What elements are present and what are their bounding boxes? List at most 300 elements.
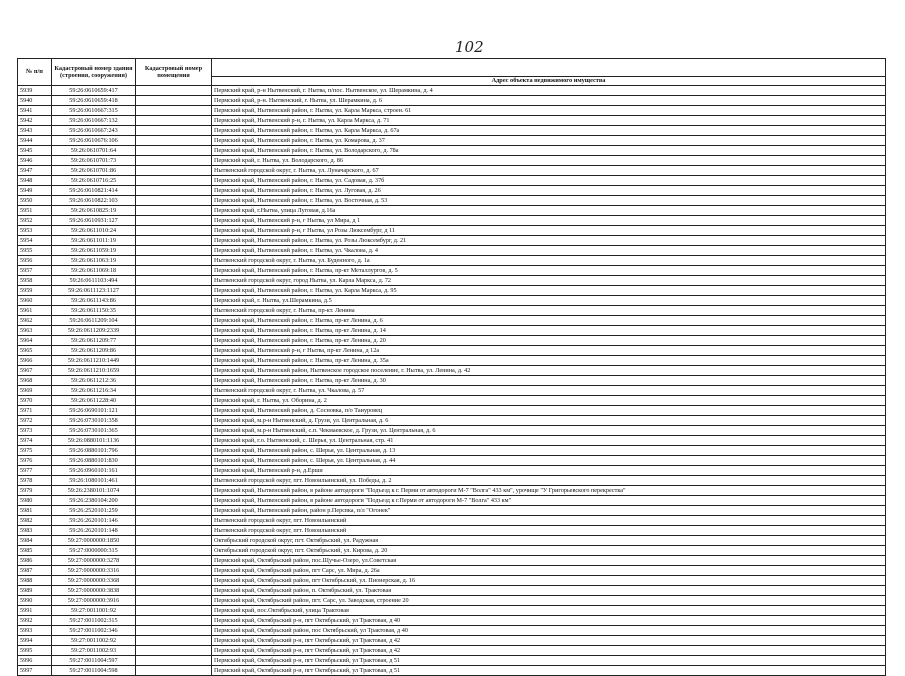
- row-number: 5973: [18, 426, 52, 436]
- room-cadastral-number: [136, 446, 212, 456]
- row-number: 5949: [18, 186, 52, 196]
- table-row: [18, 576, 886, 586]
- object-address: Пермский край, Нытвенский район, район р.Персвка, п/л "Огонек": [212, 506, 886, 516]
- room-cadastral-number: [136, 176, 212, 186]
- cadastral-number: 59:26:0611069:18: [52, 266, 136, 276]
- room-cadastral-number: [136, 136, 212, 146]
- table-row: [18, 186, 886, 196]
- object-address: Нытвенский городской округ, г. Нытва, ул. Чкалова, д. 57: [212, 386, 886, 396]
- object-address: Пермский край, Нытвенский район, с. Шерья, ул. Центральная, д. 44: [212, 456, 886, 466]
- room-cadastral-number: [136, 586, 212, 596]
- cadastral-number: 59:26:0611209:77: [52, 336, 136, 346]
- row-number: 5970: [18, 396, 52, 406]
- object-address: Пермский край, р-н Нытвенский, г. Нытва, п/пос. Нытвенское, ул. Шерамкина, д. 4: [212, 86, 886, 96]
- table-row: [18, 646, 886, 656]
- room-cadastral-number: [136, 596, 212, 606]
- cadastral-number: 59:26:0690101:121: [52, 406, 136, 416]
- cadastral-number: 59:27:0000000:1850: [52, 536, 136, 546]
- table-row: [18, 666, 886, 676]
- table-row: [18, 346, 886, 356]
- room-cadastral-number: [136, 506, 212, 516]
- object-address: Пермский край, Нытвенский район, г. Нытва, пр-кт Ленина, д. 14: [212, 326, 886, 336]
- cadastral-number: 59:26:0610701:73: [52, 156, 136, 166]
- table-row: [18, 536, 886, 546]
- table-row: [18, 146, 886, 156]
- room-cadastral-number: [136, 616, 212, 626]
- object-address: Пермский край, Нытвенский район, в районе автодороги "Подъезд к г. Перми от автодороги М-7 "Волга" 433 км", урочище "У Григорьевского перекрестка": [212, 486, 886, 496]
- row-number: 5978: [18, 476, 52, 486]
- row-number: 5974: [18, 436, 52, 446]
- row-number: 5967: [18, 366, 52, 376]
- room-cadastral-number: [136, 86, 212, 96]
- row-number: 5981: [18, 506, 52, 516]
- object-address: Нытвенский городской округ, г. Нытва, ул. Луначарского, д. 67: [212, 166, 886, 176]
- row-number: 5944: [18, 136, 52, 146]
- row-number: 5976: [18, 456, 52, 466]
- cadastral-number: 59:26:0730101:358: [52, 416, 136, 426]
- row-number: 5964: [18, 336, 52, 346]
- table-row: [18, 456, 886, 466]
- row-number: 5952: [18, 216, 52, 226]
- header-cadastral-building: Кадастровый номер здания (строения, сооружения): [52, 59, 136, 86]
- row-number: 5996: [18, 656, 52, 666]
- cadastral-number: 59:27:0000000:3278: [52, 556, 136, 566]
- object-address: Пермский край, Нытвенский район, г. Нытва, ул. Карла Маркса, д. 95: [212, 286, 886, 296]
- cadastral-number: 59:26:0611063:19: [52, 256, 136, 266]
- room-cadastral-number: [136, 116, 212, 126]
- table-row: [18, 166, 886, 176]
- table-row: [18, 406, 886, 416]
- cadastral-number: 59:26:0610716:25: [52, 176, 136, 186]
- cadastral-number: 59:26:0611212:36: [52, 376, 136, 386]
- room-cadastral-number: [136, 156, 212, 166]
- row-number: 5956: [18, 256, 52, 266]
- object-address: Пермский край, Октябрьский р-н, пгт Октябрьский, ул Трактовая, д 51: [212, 656, 886, 666]
- row-number: 5986: [18, 556, 52, 566]
- cadastral-number: 59:26:0611103:494: [52, 276, 136, 286]
- object-address: Пермский край, м.р-н Нытвенский, д. Грузи, ул. Центральная, д. 6: [212, 416, 886, 426]
- row-number: 5995: [18, 646, 52, 656]
- table-row: [18, 246, 886, 256]
- cadastral-number: 59:27:0000000:3368: [52, 576, 136, 586]
- object-address: Октябрьский городской округ, пгт. Октябрьский, ул. Кирова, д. 20: [212, 546, 886, 556]
- cadastral-number: 59:26:0611059:19: [52, 246, 136, 256]
- row-number: 5968: [18, 376, 52, 386]
- table-row: [18, 216, 886, 226]
- cadastral-number: 59:26:0611010:24: [52, 226, 136, 236]
- cadastral-number: 59:26:0610676:106: [52, 136, 136, 146]
- object-address: Пермский край, Нытвенский район, с. Шерья, ул. Центральная, д. 13: [212, 446, 886, 456]
- cadastral-number: 59:26:0611210:1449: [52, 356, 136, 366]
- row-number: 5993: [18, 626, 52, 636]
- room-cadastral-number: [136, 276, 212, 286]
- table-row: [18, 396, 886, 406]
- room-cadastral-number: [136, 306, 212, 316]
- cadastral-number: 59:26:0730101:365: [52, 426, 136, 436]
- object-address: Пермский край, Нытвенский район, г. Нытва, пр-кт Ленина, д. 20: [212, 336, 886, 346]
- room-cadastral-number: [136, 436, 212, 446]
- object-address: Нытвенский городской округ, г. Нытва, ул. Буденного, д. 1а: [212, 256, 886, 266]
- cadastral-number: 59:26:0611209:104: [52, 316, 136, 326]
- room-cadastral-number: [136, 326, 212, 336]
- cadastral-number: 59:27:0011002:93: [52, 646, 136, 656]
- row-number: 5962: [18, 316, 52, 326]
- object-address: Пермский край, Нытвенский район, г. Нытва, пр-кт Металлургов, д. 5: [212, 266, 886, 276]
- table-row: [18, 386, 886, 396]
- room-cadastral-number: [136, 146, 212, 156]
- cadastral-number: 59:26:0610822:103: [52, 196, 136, 206]
- object-address: Пермский край, Нытвенский район, г. Нытва, ул. Карла Маркса, д. 67а: [212, 126, 886, 136]
- object-address: Пермский край, Нытвенский район, г. Нытва, ул. Садовая, д. 37б: [212, 176, 886, 186]
- cadastral-number: 59:26:0610667:243: [52, 126, 136, 136]
- table-row: [18, 566, 886, 576]
- row-number: 5990: [18, 596, 52, 606]
- table-row: [18, 316, 886, 326]
- row-number: 5980: [18, 496, 52, 506]
- cadastral-number: 59:26:0611210:1659: [52, 366, 136, 376]
- property-register-table: [17, 58, 886, 676]
- cadastral-number: 59:26:1080101:461: [52, 476, 136, 486]
- row-number: 5946: [18, 156, 52, 166]
- row-number: 5997: [18, 666, 52, 676]
- room-cadastral-number: [136, 216, 212, 226]
- room-cadastral-number: [136, 646, 212, 656]
- room-cadastral-number: [136, 286, 212, 296]
- row-number: 5942: [18, 116, 52, 126]
- object-address: Пермский край, г.Нытва, улица Луговая, д.16а: [212, 206, 886, 216]
- room-cadastral-number: [136, 426, 212, 436]
- row-number: 5953: [18, 226, 52, 236]
- room-cadastral-number: [136, 576, 212, 586]
- room-cadastral-number: [136, 486, 212, 496]
- room-cadastral-number: [136, 266, 212, 276]
- table-row: [18, 276, 886, 286]
- row-number: 5943: [18, 126, 52, 136]
- room-cadastral-number: [136, 666, 212, 676]
- cadastral-number: 59:27:0011004:598: [52, 666, 136, 676]
- table-row: [18, 426, 886, 436]
- table-row: [18, 466, 886, 476]
- room-cadastral-number: [136, 526, 212, 536]
- room-cadastral-number: [136, 376, 212, 386]
- object-address: Нытвенский городской округ, город Нытва, ул. Карла Маркса, д. 72: [212, 276, 886, 286]
- table-row: [18, 496, 886, 506]
- object-address: Пермский край, Нытвенский район, г. Нытва, ул. Чкалова, д. 4: [212, 246, 886, 256]
- row-number: 5947: [18, 166, 52, 176]
- object-address: Пермский край, Нытвенский район, Нытвенское городское поселение, г. Нытва, ул. Ленина, д. 42: [212, 366, 886, 376]
- cadastral-number: 59:26:2380101:1074: [52, 486, 136, 496]
- room-cadastral-number: [136, 246, 212, 256]
- object-address: Пермский край, Нытвенский район, г. Нытва, пр-кт Ленина, д. 6: [212, 316, 886, 326]
- cadastral-number: 59:27:0011002:92: [52, 636, 136, 646]
- object-address: Пермский край, Нытвенский район, г. Нытва, пр-кт Ленина, д. 35а: [212, 356, 886, 366]
- room-cadastral-number: [136, 636, 212, 646]
- object-address: Пермский край, Октябрьский р-н, пгт Октябрьский, ул Трактовая, д 42: [212, 646, 886, 656]
- cadastral-number: 59:26:2520101:259: [52, 506, 136, 516]
- object-address: Нытвенский городской округ, пгт. Новоильинский, ул. Победы, д. 2: [212, 476, 886, 486]
- row-number: 5945: [18, 146, 52, 156]
- room-cadastral-number: [136, 256, 212, 266]
- cadastral-number: 59:26:0611150:35: [52, 306, 136, 316]
- row-number: 5965: [18, 346, 52, 356]
- header-num: № п/п: [18, 59, 52, 86]
- cadastral-number: 59:26:0611123:1127: [52, 286, 136, 296]
- room-cadastral-number: [136, 406, 212, 416]
- row-number: 5961: [18, 306, 52, 316]
- table-row: [18, 366, 886, 376]
- room-cadastral-number: [136, 476, 212, 486]
- object-address: Пермский край, Нытвенский р-н, г. Нытва, ул. Карла Маркса, д. 71: [212, 116, 886, 126]
- cadastral-number: 59:26:2380104:200: [52, 496, 136, 506]
- object-address: Нытвенский городской округ, пгт. Новоильинский: [212, 516, 886, 526]
- cadastral-number: 59:26:2620101:146: [52, 516, 136, 526]
- row-number: 5984: [18, 536, 52, 546]
- room-cadastral-number: [136, 366, 212, 376]
- room-cadastral-number: [136, 566, 212, 576]
- table-row: [18, 486, 886, 496]
- object-address: Октябрьский городской округ, пгт. Октябрьский, ул. Радужная: [212, 536, 886, 546]
- object-address: Пермский край, Нытвенский район, г. Нытва, ул. Карла Маркса, строен. 61: [212, 106, 886, 116]
- page-number: 102: [455, 38, 484, 56]
- object-address: Пермский край, Октябрьский район, п. Октябрьский, ул. Трактовая: [212, 586, 886, 596]
- table-row: [18, 556, 886, 566]
- cadastral-number: 59:26:0611216:34: [52, 386, 136, 396]
- room-cadastral-number: [136, 166, 212, 176]
- object-address: Пермский край, г. Нытва, ул. Володарского, д. 86: [212, 156, 886, 166]
- cadastral-number: 59:26:0610931:127: [52, 216, 136, 226]
- room-cadastral-number: [136, 206, 212, 216]
- table-row: [18, 526, 886, 536]
- room-cadastral-number: [136, 556, 212, 566]
- cadastral-number: 59:27:0000000:3916: [52, 596, 136, 606]
- cadastral-number: 59:26:0610659:417: [52, 86, 136, 96]
- room-cadastral-number: [136, 316, 212, 326]
- cadastral-number: 59:27:0000000:315: [52, 546, 136, 556]
- room-cadastral-number: [136, 456, 212, 466]
- table-row: [18, 286, 886, 296]
- table-row: [18, 116, 886, 126]
- row-number: 5985: [18, 546, 52, 556]
- cadastral-number: 59:26:2620101:148: [52, 526, 136, 536]
- room-cadastral-number: [136, 606, 212, 616]
- cadastral-number: 59:26:0610667:315: [52, 106, 136, 116]
- object-address: Пермский край, Нытвенский район, г. Нытва, ул. Володарского, д. 78а: [212, 146, 886, 156]
- object-address: Пермский край, р-н. Нытвенский, г. Нытва, ул. Шерамкина, д. 6: [212, 96, 886, 106]
- object-address: Пермский край, Октябрьский район, пос.Щучье-Озеро, ул.Советская: [212, 556, 886, 566]
- object-address: Пермский край, Нытвенский район, г. Нытва, ул. Комарова, д. 37: [212, 136, 886, 146]
- table-row: [18, 606, 886, 616]
- room-cadastral-number: [136, 96, 212, 106]
- object-address: Нытвенский городской округ, г. Нытва, пр-кт. Ленина: [212, 306, 886, 316]
- row-number: 5982: [18, 516, 52, 526]
- table-row: [18, 206, 886, 216]
- table-row: [18, 476, 886, 486]
- room-cadastral-number: [136, 226, 212, 236]
- object-address: Пермский край, г.о. Нытвенский, с. Шерья, ул. Центральная, стр. 41: [212, 436, 886, 446]
- row-number: 5987: [18, 566, 52, 576]
- room-cadastral-number: [136, 536, 212, 546]
- table-row: [18, 236, 886, 246]
- object-address: Пермский край, Октябрьский р-н, пгт Октябрьский, ул Трактовая, д 51: [212, 666, 886, 676]
- cadastral-number: 59:26:0610821:414: [52, 186, 136, 196]
- room-cadastral-number: [136, 356, 212, 366]
- object-address: Пермский край, Октябрьский р-н, пгт Октябрьский, ул Трактовая, д 42: [212, 636, 886, 646]
- table-row: [18, 266, 886, 276]
- row-number: 5960: [18, 296, 52, 306]
- object-address: Пермский край, Нытвенский р-н, г Нытва, ул Мира, д 1: [212, 216, 886, 226]
- row-number: 5977: [18, 466, 52, 476]
- cadastral-number: 59:27:0011001:92: [52, 606, 136, 616]
- table-body: [18, 86, 886, 676]
- table-row: [18, 636, 886, 646]
- cadastral-number: 59:27:0011004:597: [52, 656, 136, 666]
- room-cadastral-number: [136, 656, 212, 666]
- room-cadastral-number: [136, 396, 212, 406]
- table-row: [18, 126, 886, 136]
- object-address: Пермский край, Октябрьский р-н, пгт Октябрьский, ул Трактовая, д 40: [212, 616, 886, 626]
- room-cadastral-number: [136, 496, 212, 506]
- row-number: 5951: [18, 206, 52, 216]
- object-address: Пермский край, Нытвенский район, г. Нытва, пр-кт Ленина, д. 30: [212, 376, 886, 386]
- room-cadastral-number: [136, 296, 212, 306]
- cadastral-number: 59:27:0000000:3316: [52, 566, 136, 576]
- table-row: [18, 656, 886, 666]
- room-cadastral-number: [136, 186, 212, 196]
- row-number: 5971: [18, 406, 52, 416]
- cadastral-number: 59:26:0610825:19: [52, 206, 136, 216]
- row-number: 5991: [18, 606, 52, 616]
- row-number: 5983: [18, 526, 52, 536]
- object-address: Пермский край, Нытвенский р-н, д.Ерши: [212, 466, 886, 476]
- cadastral-number: 59:26:0610659:418: [52, 96, 136, 106]
- row-number: 5958: [18, 276, 52, 286]
- object-address: Пермский край, Нытвенский р-н, г Нытва, пр-кт Ленина, д 12а: [212, 346, 886, 356]
- row-number: 5954: [18, 236, 52, 246]
- header-cadastral-room: Кадастровый номер помещения: [136, 59, 212, 86]
- row-number: 5950: [18, 196, 52, 206]
- row-number: 5963: [18, 326, 52, 336]
- room-cadastral-number: [136, 236, 212, 246]
- room-cadastral-number: [136, 106, 212, 116]
- table-row: [18, 136, 886, 146]
- row-number: 5975: [18, 446, 52, 456]
- cadastral-number: 59:26:0610701:64: [52, 146, 136, 156]
- object-address: Пермский край, Нытвенский район, д. Сосновка, п/о Таиуровец: [212, 406, 886, 416]
- table-row: [18, 96, 886, 106]
- table-row: [18, 156, 886, 166]
- row-number: 5955: [18, 246, 52, 256]
- object-address: Пермский край, г. Нытва, ул. Оборина, д. 2: [212, 396, 886, 406]
- cadastral-number: 59:26:0611209:2339: [52, 326, 136, 336]
- object-address: Пермский край, Нытвенский район, г. Нытва, ул. Луговая, д. 26: [212, 186, 886, 196]
- cadastral-number: 59:26:0610667:132: [52, 116, 136, 126]
- cadastral-number: 59:26:0611228:40: [52, 396, 136, 406]
- row-number: 5994: [18, 636, 52, 646]
- object-address: Пермский край, Октябрьский район, пос Октябрьский, ул Трактовая, д 40: [212, 626, 886, 636]
- table-row: [18, 106, 886, 116]
- row-number: 5966: [18, 356, 52, 366]
- table-row: [18, 296, 886, 306]
- row-number: 5988: [18, 576, 52, 586]
- object-address: Пермский край, Нытвенский р-н, г Нытва, ул Розы Люксембург, д 11: [212, 226, 886, 236]
- object-address: Пермский край, Нытвенский район, в районе автодороги "Подъезд к г.Перми от автодороги М-7 "Волга" 433 км": [212, 496, 886, 506]
- row-number: 5941: [18, 106, 52, 116]
- row-number: 5939: [18, 86, 52, 96]
- table-row: [18, 176, 886, 186]
- row-number: 5989: [18, 586, 52, 596]
- object-address: Пермский край, Октябрьский район, пгт. Сарс, ул. Заводская, строение 20: [212, 596, 886, 606]
- object-address: Пермский край, м.р-н Нытвенский, с.п. Чекмаевское, д. Грузи, ул. Центральная, д. 6: [212, 426, 886, 436]
- row-number: 5948: [18, 176, 52, 186]
- room-cadastral-number: [136, 196, 212, 206]
- table-row: [18, 596, 886, 606]
- row-number: 5940: [18, 96, 52, 106]
- room-cadastral-number: [136, 516, 212, 526]
- cadastral-number: 59:26:0960101:161: [52, 466, 136, 476]
- table-row: [18, 626, 886, 636]
- table-row: [18, 256, 886, 266]
- header-address-blank: [212, 59, 886, 77]
- table-row: [18, 416, 886, 426]
- object-address: Пермский край, пос.Октябрьский, улица Трактовая: [212, 606, 886, 616]
- room-cadastral-number: [136, 466, 212, 476]
- cadastral-number: 59:27:0011002:346: [52, 626, 136, 636]
- row-number: 5957: [18, 266, 52, 276]
- table-row: [18, 616, 886, 626]
- room-cadastral-number: [136, 346, 212, 356]
- row-number: 5972: [18, 416, 52, 426]
- cadastral-number: 59:26:0880101:830: [52, 456, 136, 466]
- object-address: Пермский край, Октябрьский район, пгт Октябрьский, ул. Пионерская, д. 16: [212, 576, 886, 586]
- table-row: [18, 446, 886, 456]
- cadastral-number: 59:26:0880101:1136: [52, 436, 136, 446]
- cadastral-number: 59:26:0611011:19: [52, 236, 136, 246]
- object-address: Нытвенский городской округ, пгт. Новоильинский: [212, 526, 886, 536]
- room-cadastral-number: [136, 386, 212, 396]
- table-row: [18, 336, 886, 346]
- cadastral-number: 59:27:0011002:315: [52, 616, 136, 626]
- cadastral-number: 59:27:0000000:3838: [52, 586, 136, 596]
- room-cadastral-number: [136, 546, 212, 556]
- room-cadastral-number: [136, 416, 212, 426]
- table-row: [18, 356, 886, 366]
- table-row: [18, 516, 886, 526]
- table-row: [18, 436, 886, 446]
- row-number: 5992: [18, 616, 52, 626]
- room-cadastral-number: [136, 126, 212, 136]
- table-row: [18, 376, 886, 386]
- room-cadastral-number: [136, 626, 212, 636]
- table-row: [18, 326, 886, 336]
- table-row: [18, 546, 886, 556]
- table-row: [18, 86, 886, 96]
- cadastral-number: 59:26:0880101:796: [52, 446, 136, 456]
- cadastral-number: 59:26:0611209:86: [52, 346, 136, 356]
- row-number: 5959: [18, 286, 52, 296]
- table-row: [18, 196, 886, 206]
- row-number: 5979: [18, 486, 52, 496]
- object-address: Пермский край, Нытвенский район, г. Нытва, ул. Розы Люксембург, д. 21: [212, 236, 886, 246]
- table-row: [18, 586, 886, 596]
- cadastral-number: 59:26:0610701:86: [52, 166, 136, 176]
- header-address: Адрес объекта недвижимого имущества: [212, 77, 886, 86]
- table-row: [18, 306, 886, 316]
- object-address: Пермский край, Нытвенский район, г. Нытва, ул. Восточная, д. 53: [212, 196, 886, 206]
- room-cadastral-number: [136, 336, 212, 346]
- table-row: [18, 226, 886, 236]
- cadastral-number: 59:26:0611143:86: [52, 296, 136, 306]
- object-address: Пермский край, Октябрьский район, пгт Сарс, ул. Мира, д. 26а: [212, 566, 886, 576]
